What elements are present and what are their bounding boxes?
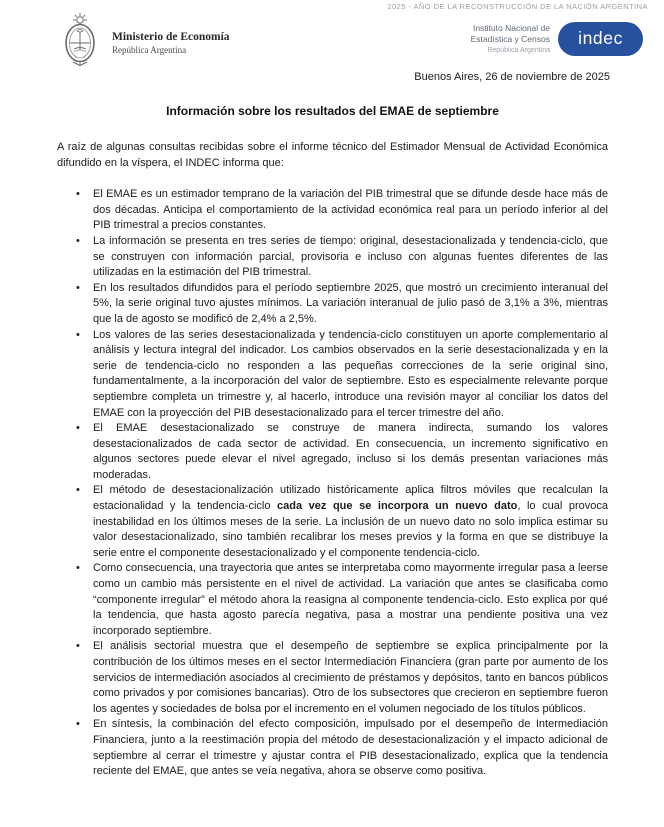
bullet-list [57, 187, 608, 780]
indec-institute-subtitle: República Argentina [487, 47, 550, 54]
bullet-item [57, 328, 608, 422]
bullet-item [57, 234, 608, 281]
bullet-item [57, 561, 608, 639]
header-motto: 2025 - AÑO DE LA RECONSTRUCCIÓN DE LA NACIÓN ARGENTINA [387, 2, 648, 11]
bullet-text: El método de desestacionalización utilizado históricamente aplica filtros móviles que recalculan la estacionalidad y la tendencia-ciclo [93, 484, 608, 513]
bullet-text: El EMAE es un estimador temprano de la variación del PIB trimestral que se difunde desde hace más de dos décadas. Anticipa el comportamiento de la actividad económica real para un período inferior al del PIB trimestral a precios constantes. [93, 188, 608, 232]
bullet-item [57, 483, 608, 561]
indec-institute-line2: Estadística y Censos [470, 33, 550, 44]
coat-of-arms-icon [57, 12, 103, 68]
bullet-item [57, 421, 608, 483]
document-title: Información sobre los resultados del EMAE de septiembre [166, 104, 499, 118]
indec-logo-block [471, 22, 643, 56]
ministry-name: Ministerio de Economía [112, 31, 230, 43]
bullet-text: En síntesis, la combinación del efecto composición, impulsado por el desempeño de Intermediación Financiera, junto a la reestimación propia del método de desestacionalización y el impacto adicional de septiembre al cerrar el trimestre y ajustar contra el PIB desestacionalizado, explica que la tendencia reciente del EMAE, que antes se veía negativa, ahora se observe como positiva. [93, 718, 608, 778]
ministry-text [112, 25, 230, 55]
ministry-subtitle: República Argentina [112, 45, 187, 55]
bullet-text: En los resultados difundidos para el período septiembre 2025, que mostró un crecimiento interanual del 5%, la serie original tuvo ajustes mínimos. La variación interanual de julio pasó de 3,1% a 3%, mientras que la de agosto se modificó de 2,4% a 2,5%. [93, 281, 608, 325]
document-body [57, 104, 608, 780]
bullet-item [57, 281, 608, 328]
indec-institute-text [471, 23, 550, 55]
indec-logo-text: indec [578, 28, 623, 48]
ministry-logo-block [57, 12, 230, 68]
bullet-item [57, 717, 608, 779]
bullet-text: Los valores de las series desestacionalizada y tendencia-ciclo constituyen un aporte complementario al análisis y lectura integral del indicador. Los cambios observados en la serie desestacionalizada y en la serie de tendencia-ciclo no responden a las pequeñas correcciones de la serie original sino, fundamentalmente, a la incorporación del valor de septiembre. Esto es especialmente relevante porque septiembre completa un trimestre y, al hacerlo, introduce una revisión mayor al conciliar los datos del EMAE con la proyección del PIB desestacionalizado para el tercer trimestre del año. [93, 328, 608, 419]
indec-institute-line1: Instituto Nacional de [472, 22, 550, 33]
indec-logo [558, 22, 643, 56]
bullet-item [57, 187, 608, 234]
bullet-bold-text: cada vez que se incorpora un nuevo dato [277, 500, 518, 513]
bullet-text: Como consecuencia, una trayectoria que antes se interpretaba como mayormente irregular pasa a leerse como un cambio más persistente en el nivel de actividad. La variación que antes se clasificaba como “componente irregular” el método ahora la reasigna al componente tendencia-ciclo. Esto explica por qué la tendencia, que hasta agosto parecía negativa, pasa a mostrar una pendiente positiva una vez incorporado septiembre. [93, 562, 608, 637]
intro-paragraph: A raíz de algunas consultas recibidas sobre el informe técnico del Estimador Mensual de Actividad Económica difundido en la víspera, el INDEC informa que: [57, 141, 608, 169]
bullet-text: , lo cual provoca inestabilidad en los últimos meses de la serie. La inclusión de un nuevo dato no solo implica estimar su valor desestacionalizado, sino también recalibrar los meses previos y la forma en que se distribuye la serie entre el componente desestacionalizado y el componente tendencia-ciclo. [93, 500, 608, 559]
bullet-text: El análisis sectorial muestra que el desempeño de septiembre se explica principalmente por la contribución de los últimos meses en el sector Intermediación Financiera (gran parte por aumento de los servicios de intermediación asociados al crecimiento de préstamos y depósitos, tanto en bancos públicos como privados y por comisiones bancarias). Otro de los subsectores que crecieron en septiembre fueron los agentes y sociedades de bolsa por el incremento en el volumen negociado de los títulos públicos. [93, 640, 608, 715]
bullet-text: La información se presenta en tres series de tiempo: original, desestacionalizada y tendencia-ciclo, que se construyen con información parcial, provisoria e incluso con algunas fuentes diferentes de las utilizadas en la estimación del PIB trimestral. [93, 234, 608, 279]
bullet-text: El EMAE desestacionalizado se construye de manera indirecta, sumando los valores desestacionalizados de cada sector de actividad. En consecuencia, un incremento significativo en algunos sectores puede elevar el nivel agregado, incluso si los demás presentan variaciones más moderadas. [93, 422, 608, 481]
header-logos [57, 12, 643, 68]
dateline: Buenos Aires, 26 de noviembre de 2025 [414, 71, 610, 83]
bullet-item [57, 639, 608, 717]
